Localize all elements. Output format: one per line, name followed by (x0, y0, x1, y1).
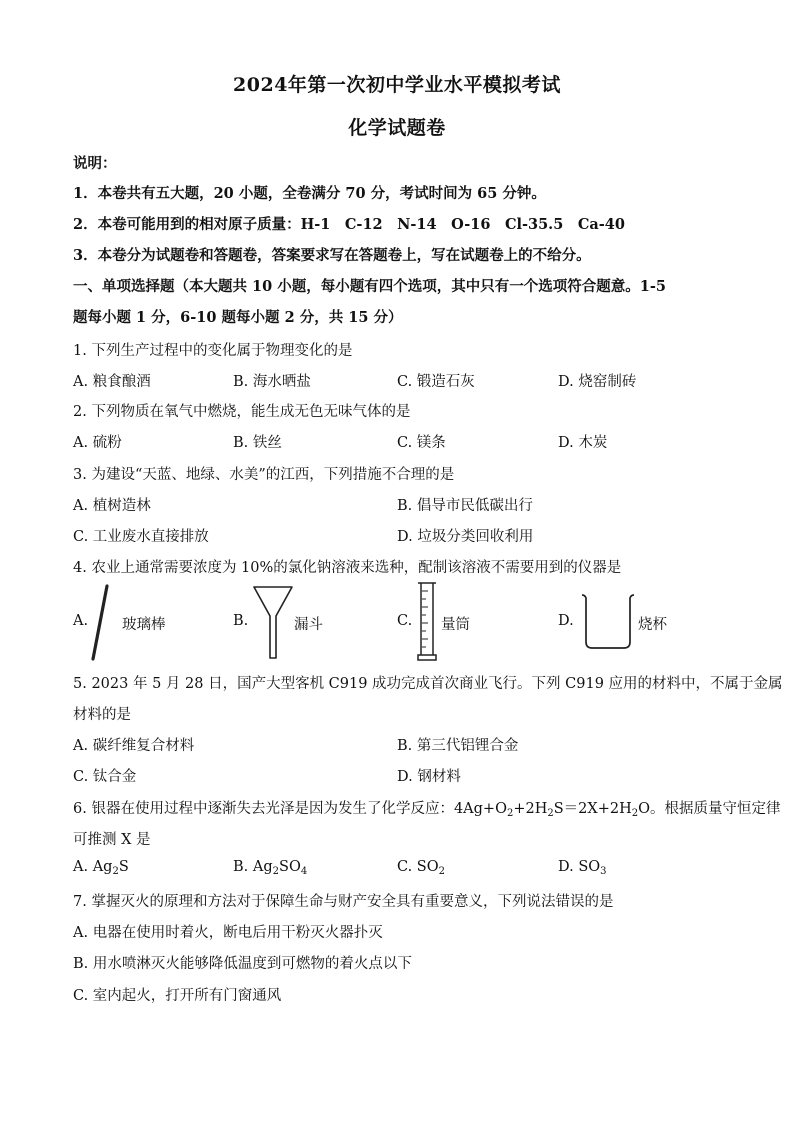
q7-stem: 7. 掌握灭火的原理和方法对于保障生命与财产安全具有重要意义，下列说法错误的是 (73, 894, 614, 910)
q6-subscript: 4 (300, 866, 308, 877)
beaker-icon (580, 592, 636, 652)
exam-title: 2024年第一次初中学业水平模拟考试 (233, 74, 561, 96)
q6-subscript: 2 (547, 808, 554, 819)
q6-stem-line2: 可推测 X 是 (73, 832, 151, 848)
q6-option-d-text: D. SO (558, 859, 601, 875)
q4-option-a-label: 玻璃棒 (122, 617, 166, 633)
q5-stem-line1: 5. 2023 年 5 月 28 日，国产大型客机 C919 成功完成首次商业飞行。下列 C919 应用的材料中，不属于金属 (73, 676, 783, 692)
q6-option-a-text: S (118, 859, 129, 875)
q6-option-d (558, 859, 607, 877)
glass-rod-icon (88, 584, 112, 662)
q6-option-c-text: C. SO (397, 859, 439, 875)
q5-option-b: B. 第三代铝锂合金 (397, 738, 519, 754)
instruction-item-3: 3．本卷分为试题卷和答题卷，答案要求写在答题卷上，写在试题卷上的不给分。 (73, 247, 591, 264)
q6-option-c (397, 859, 445, 877)
q2-option-a: A. 硫粉 (73, 435, 122, 451)
q3-option-b: B. 倡导市民低碳出行 (397, 498, 533, 514)
section-heading-line1: 一、单项选择题（本大题共 10 小题，每小题有四个选项，其中只有一个选项符合题意。1-5 (73, 278, 666, 295)
q6-stem-text: O。根据质量守恒定律 (638, 801, 781, 817)
q6-option-a-text: A. Ag (73, 859, 113, 875)
graduated-cylinder-icon (414, 581, 440, 665)
q2-option-c: C. 镁条 (397, 435, 446, 451)
q6-option-b-text: B. Ag (233, 859, 273, 875)
q6-option-b-text: SO (279, 859, 301, 875)
q2-option-d: D. 木炭 (558, 435, 608, 451)
q4-option-b-label: 漏斗 (294, 617, 323, 633)
q6-equation-part: S＝2X+2H (553, 801, 632, 817)
q6-stem-text: 6. 银器在使用过程中逐渐失去光泽是因为发生了化学反应：4Ag+O (73, 801, 507, 817)
q2-stem: 2. 下列物质在氧气中燃烧，能生成无色无味气体的是 (73, 404, 411, 420)
q5-option-a: A. 碳纤维复合材料 (73, 738, 195, 754)
funnel-icon (252, 584, 294, 662)
q7-option-a: A. 电器在使用时着火，断电后用干粉灭火器扑灭 (73, 925, 383, 941)
section-heading-line2: 题每小题 1 分，6-10 题每小题 2 分，共 15 分） (73, 309, 403, 326)
q6-subscript: 2 (272, 866, 280, 877)
q4-option-a-letter: A. (73, 613, 89, 629)
q6-equation-part: +2H (513, 801, 548, 817)
q6-subscript: 2 (438, 866, 445, 877)
q4-option-c-label: 量筒 (441, 617, 470, 633)
q6-subscript: 2 (506, 808, 514, 819)
instruction-item-2: 2．本卷可能用到的相对原子质量：H-1 C-12 N-14 O-16 Cl-35.5 Ca-40 (73, 216, 625, 233)
q5-stem-line2: 材料的是 (73, 707, 131, 723)
q6-subscript: 3 (600, 866, 607, 877)
q6-option-b (233, 859, 307, 877)
q1-option-b: B. 海水晒盐 (233, 374, 311, 390)
q3-option-d: D. 垃圾分类回收利用 (397, 529, 534, 545)
instruction-item-1: 1．本卷共有五大题，20 小题，全卷满分 70 分，考试时间为 65 分钟。 (73, 185, 546, 202)
q1-option-d: D. 烧窑制砖 (558, 374, 637, 390)
q7-option-c: C. 室内起火，打开所有门窗通风 (73, 988, 282, 1004)
q6-subscript: 2 (112, 866, 119, 877)
q4-option-c-letter: C. (397, 613, 413, 629)
q3-option-a: A. 植树造林 (73, 498, 151, 514)
q6-option-a (73, 859, 129, 877)
q5-option-c: C. 钛合金 (73, 769, 137, 785)
q3-stem: 3. 为建设“天蓝、地绿、水美”的江西，下列措施不合理的是 (73, 467, 455, 483)
q4-option-d-label: 烧杯 (638, 617, 667, 633)
q6-subscript: 2 (631, 808, 639, 819)
exam-subtitle: 化学试题卷 (348, 117, 446, 139)
q4-stem: 4. 农业上通常需要浓度为 10%的氯化钠溶液来选种，配制该溶液不需要用到的仪器是 (73, 560, 622, 576)
q4-option-b-letter: B. (233, 613, 249, 629)
q4-option-d-letter: D. (558, 613, 574, 629)
q5-option-d: D. 钢材料 (397, 769, 461, 785)
q3-option-c: C. 工业废水直接排放 (73, 529, 209, 545)
q1-option-a: A. 粮食酿酒 (73, 374, 151, 390)
instructions-heading: 说明： (73, 155, 117, 172)
q1-stem: 1. 下列生产过程中的变化属于物理变化的是 (73, 343, 353, 359)
q2-option-b: B. 铁丝 (233, 435, 282, 451)
q7-option-b: B. 用水喷淋灭火能够降低温度到可燃物的着火点以下 (73, 956, 412, 972)
q6-stem-line1 (73, 797, 781, 819)
q1-option-c: C. 锻造石灰 (397, 374, 475, 390)
